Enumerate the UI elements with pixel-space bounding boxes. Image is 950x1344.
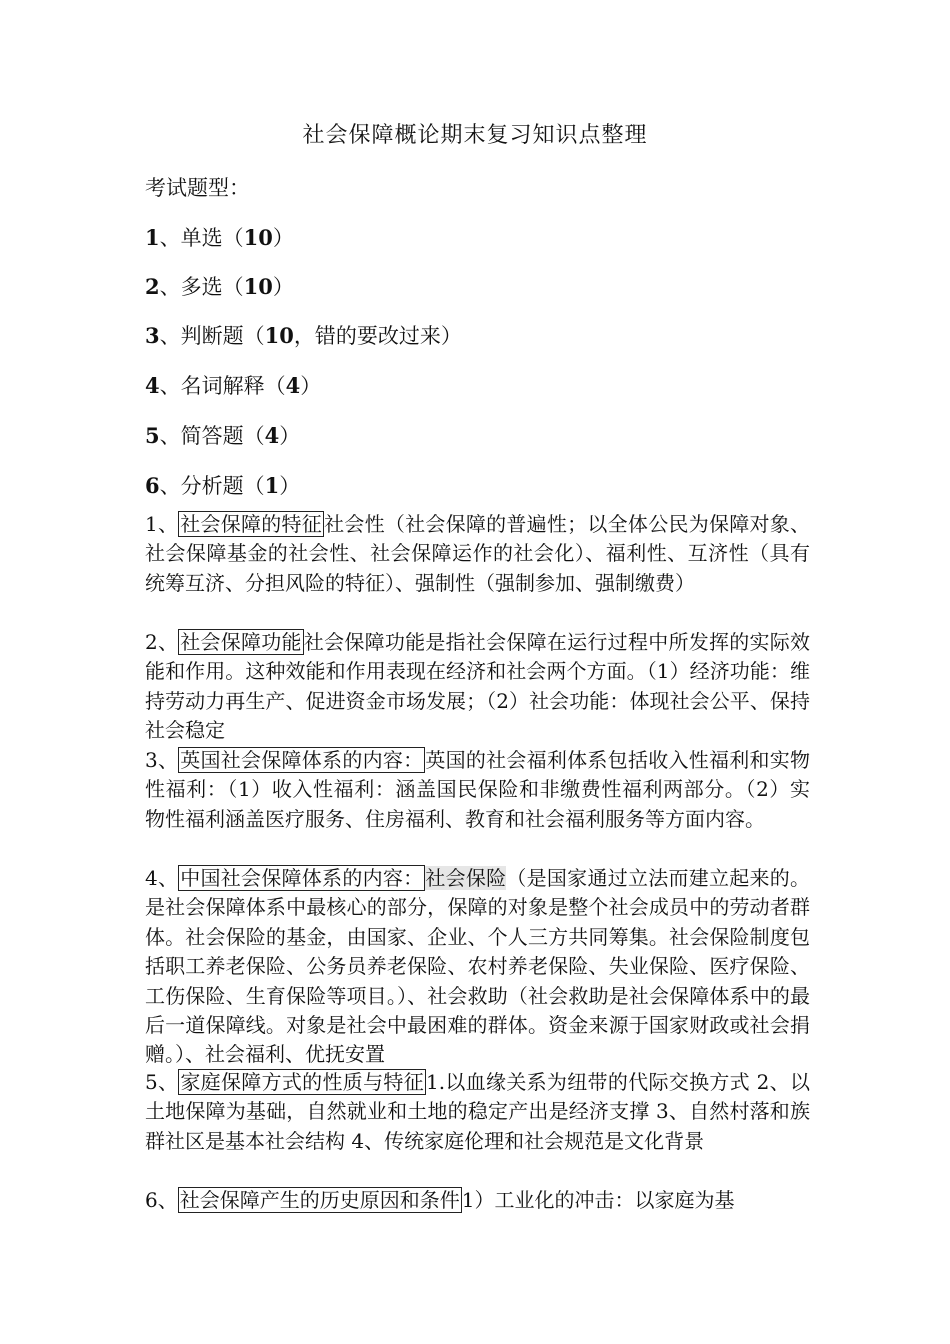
term-box: 社会保障功能 <box>180 630 302 654</box>
term-box: 中国社会保障体系的内容： <box>180 866 424 890</box>
exam-types-heading: 考试题型： <box>145 176 250 200</box>
question-type-item: 4、名词解释（4） <box>145 373 322 398</box>
question-type-item: 5、简答题（4） <box>145 423 301 448</box>
term-box: 社会保障的特征 <box>180 512 323 536</box>
question-type-item: 3、判断题（10，错的要改过来） <box>145 323 462 348</box>
point-china-system: 4、 中国社会保障体系的内容： 社会保险（是国家通过立法而建立起来的。是社会保障体系中最核心的部分，保障的对象是整个社会成员中的劳动者群体。社会保险的基金，由国家、企业、个人三方共同筹集。社会保险制度包括职工养老保险、公务员养老保险、农村养老保险、失业保险、医疗保险、工伤保险、生育保险等项目。）、社会救助（社会救助是社会保障体系中的最后一道保障线。对象是社会中最困难的群体。资金来源于国家财政或社会捐赠。）、社会福利、优抚安置 <box>145 866 811 1067</box>
point-social-security-function: 2、 社会保障功能 社会保障功能是指社会保障在运行过程中所发挥的实际效能和作用。这种效能和作用表现在经济和社会两个方面。（1）经济功能：维持劳动力再生产、促进资金市场发展；（2）社会功能：体现社会公平、保持社会稳定 <box>145 630 811 743</box>
question-type-item: 1、单选（10） <box>145 225 294 250</box>
point-family-security: 5、 家庭保障方式的性质与特征 1.以血缘关系为纽带的代际交换方式 2、以土地保障为基础，自然就业和土地的稳定产出是经济支撑 3、自然村落和族群社区是基本社会结构 4、传统家庭伦理和社会规范是文化背景 <box>145 1070 810 1153</box>
point-uk-system: 3、 英国社会保障体系的内容： 英国的社会福利体系包括收入性福利和实物性福利：（1）收入性福利：涵盖国民保险和非缴费性福利两部分。（2）实物性福利涵盖医疗服务、住房福利、教育和社会福利服务等方面内容。 <box>145 748 811 831</box>
document-title: 社会保障概论期末复习知识点整理 <box>302 123 648 148</box>
point-social-security-features: 1、 社会保障的特征 社会性（社会保障的普遍性；以全体公民为保障对象、社会保障基金的社会性、社会保障运作的社会化）、福利性、互济性（具有统筹互济、分担风险的特征）、强制性（强制参加、强制缴费） <box>145 512 811 595</box>
term-box: 家庭保障方式的性质与特征 <box>180 1070 425 1094</box>
term-box: 社会保障产生的历史原因和条件 <box>179 1188 460 1212</box>
question-type-item: 6、分析题（1） <box>145 473 301 498</box>
term-box: 英国社会保障体系的内容： <box>180 748 424 772</box>
point-historical-causes: 6、 社会保障产生的历史原因和条件 1）工业化的冲击：以家庭为基 <box>145 1188 735 1212</box>
highlighted-term: 社会保险 <box>425 866 507 890</box>
question-type-item: 2、多选（10） <box>145 274 294 299</box>
